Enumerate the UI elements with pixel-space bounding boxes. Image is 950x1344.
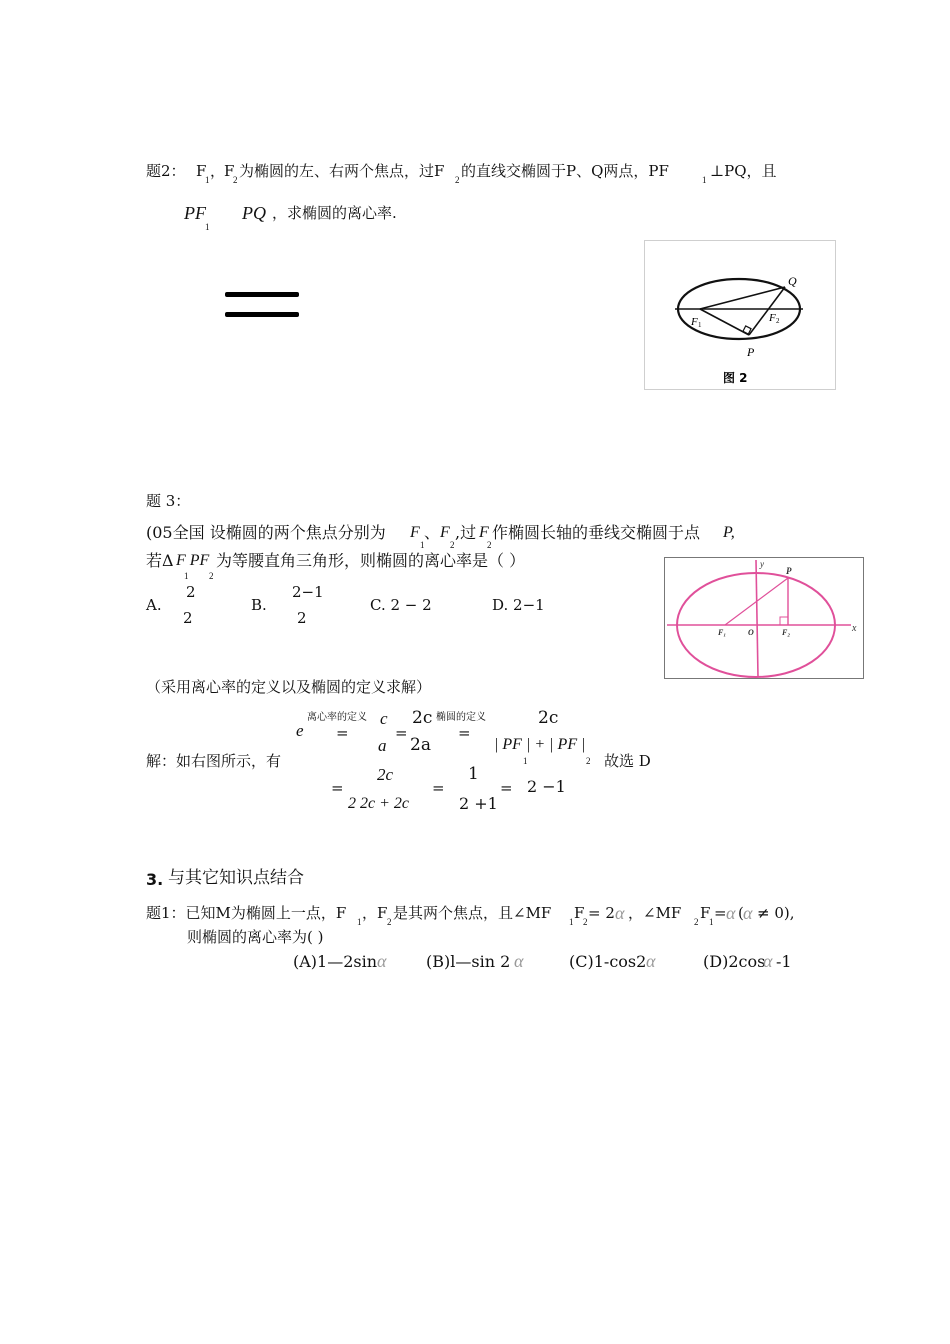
frac-den3: 2 2c + 2c <box>348 795 409 812</box>
frac-c-num: c <box>380 709 388 728</box>
option-a-label: A. <box>146 596 162 614</box>
option-b-label: B. <box>251 596 267 614</box>
equals: = <box>336 724 349 742</box>
sub: 1 <box>709 917 714 927</box>
frac-2c-num2: 2c <box>538 708 559 728</box>
frac-pf-den: | PF | + | PF | <box>494 736 586 753</box>
focus-f2: F <box>224 162 235 180</box>
alpha: α <box>726 903 736 923</box>
label-f1: F₁ <box>718 628 727 637</box>
equals: = <box>458 724 471 742</box>
alpha: α <box>377 951 387 971</box>
alpha: α <box>763 951 773 971</box>
equals: = <box>395 724 408 742</box>
problem2-text: 的直线交椭圆于P、Q两点，PF <box>461 162 669 180</box>
option-d-tail: -1 <box>776 952 792 971</box>
label-o: O <box>748 628 754 637</box>
sub: 2 <box>586 756 591 766</box>
line-pf1 <box>700 309 749 335</box>
formula-pq: PQ <box>242 203 266 223</box>
q1-text: F <box>700 904 711 922</box>
sub: 1 <box>205 222 210 232</box>
frac-2a-den: 2a <box>410 735 431 755</box>
alpha: α <box>743 903 753 923</box>
label-f2-sub: 2 <box>776 317 780 325</box>
equals: = <box>500 779 513 797</box>
var-p: P, <box>723 524 735 541</box>
alpha: α <box>646 951 656 971</box>
sub: 1 <box>420 540 425 550</box>
option-b: (B)l—sin 2 <box>426 952 511 971</box>
q1-text: ，F <box>362 904 388 922</box>
problem3-line1: (05全国 设椭圆的两个焦点分别为 <box>146 523 386 542</box>
label-eccentricity-def: 离心率的定义 <box>307 712 367 723</box>
alpha: α <box>514 951 524 971</box>
problem2-ask: ，求椭圆的离心率. <box>272 204 397 222</box>
q1-text: 是其两个焦点，且∠MF <box>393 904 552 922</box>
comma: ， <box>210 162 226 180</box>
sep: 、 <box>424 523 441 542</box>
equals: = <box>331 779 344 797</box>
sub: 2 <box>387 917 392 927</box>
equals: = <box>432 779 445 797</box>
label-ellipse-def: 椭圆的定义 <box>436 712 486 723</box>
q1-text: ≠ 0), <box>757 904 795 922</box>
q1-text: F <box>574 904 585 922</box>
label-f2: F₂ <box>782 628 791 637</box>
frac-c-den: a <box>378 736 387 755</box>
frac-den4: 2 +1 <box>459 794 498 813</box>
option-a-num: 2 <box>186 583 196 601</box>
alpha: α <box>615 903 625 923</box>
sub: 1 <box>702 175 707 185</box>
problem3-line2: 若Δ <box>146 551 174 570</box>
equals-bar-bottom <box>225 312 299 317</box>
sub: 2 <box>233 175 238 185</box>
sub: 2 <box>209 571 214 581</box>
focus-f1: F <box>196 162 207 180</box>
solution-note: （采用离心率的定义以及椭圆的定义求解） <box>146 678 432 696</box>
option-d: (D)2cos <box>703 952 766 971</box>
option-c: (C)1-cos2 <box>569 952 647 971</box>
label-p: P <box>747 345 755 359</box>
section-heading: 与其它知识点结合 <box>168 868 304 888</box>
formula-pf: PF <box>184 203 206 223</box>
label-f1-sub: 1 <box>698 321 702 329</box>
problem2-label: 题2： <box>146 162 186 180</box>
text: ,过 <box>455 523 477 542</box>
q1-text: 题1：已知M为椭圆上一点，F <box>146 904 347 922</box>
sub: 1 <box>205 175 210 185</box>
line-f1q <box>700 287 785 309</box>
q1-line2: 则椭圆的离心率为( ) <box>187 928 324 946</box>
q1-text: = <box>714 904 727 922</box>
right-angle-mark <box>780 617 788 625</box>
equals-bar-top <box>225 292 299 297</box>
figure-2 <box>644 240 836 390</box>
sub: 2 <box>455 175 460 185</box>
q1-text: ，∠MF <box>628 904 682 922</box>
figure-ellipse-pink <box>664 557 864 679</box>
section-number: 3. <box>146 870 164 889</box>
label-f1: F <box>691 316 698 328</box>
sub: 1 <box>184 571 189 581</box>
result: 2 −1 <box>527 777 566 796</box>
var-f: F <box>410 524 420 541</box>
sub: 1 <box>569 917 574 927</box>
label-f2: F <box>769 312 776 324</box>
var-e: e <box>296 721 304 740</box>
label-p: P <box>786 566 792 576</box>
label-x: x <box>852 623 857 634</box>
sub: 2 <box>487 540 492 550</box>
solution-lead: 解：如右图所示，有 <box>146 752 282 770</box>
problem3-line2-b: 为等腰直角三角形，则椭圆的离心率是（ ） <box>216 551 526 570</box>
y-axis <box>756 560 758 677</box>
option-a-den: 2 <box>183 609 193 627</box>
problem3-heading: 题 3： <box>146 492 191 510</box>
var-f: F <box>479 524 489 541</box>
option-a: (A)1—2sin <box>293 952 378 971</box>
q1-text: ( <box>738 904 744 922</box>
q1-text: = 2 <box>588 904 615 922</box>
problem2-text: 为椭圆的左、右两个焦点，过F <box>239 162 445 180</box>
sub: 2 <box>450 540 455 550</box>
option-b-den: 2 <box>297 609 307 627</box>
figure-caption: 图 2 <box>723 371 748 385</box>
frac-2c-num3: 2c <box>377 765 394 784</box>
sub: 1 <box>357 917 362 927</box>
text: 作椭圆长轴的垂线交椭圆于点 <box>492 523 701 542</box>
label-q: Q <box>788 274 797 288</box>
sub: 2 <box>583 917 588 927</box>
triangle: F PF <box>176 552 210 569</box>
option-d: D. 2−1 <box>492 596 545 614</box>
frac-2c-num: 2c <box>412 708 433 728</box>
sub: 2 <box>694 917 699 927</box>
label-y: y <box>760 559 764 569</box>
frac-one: 1 <box>468 764 479 784</box>
sub: 1 <box>523 756 528 766</box>
option-c: C. 2 − 2 <box>370 596 432 614</box>
problem2-text: ⊥PQ，且 <box>710 162 777 180</box>
answer-d: 故选 D <box>604 752 651 770</box>
var-f: F <box>440 524 450 541</box>
option-b-num: 2−1 <box>292 583 324 601</box>
